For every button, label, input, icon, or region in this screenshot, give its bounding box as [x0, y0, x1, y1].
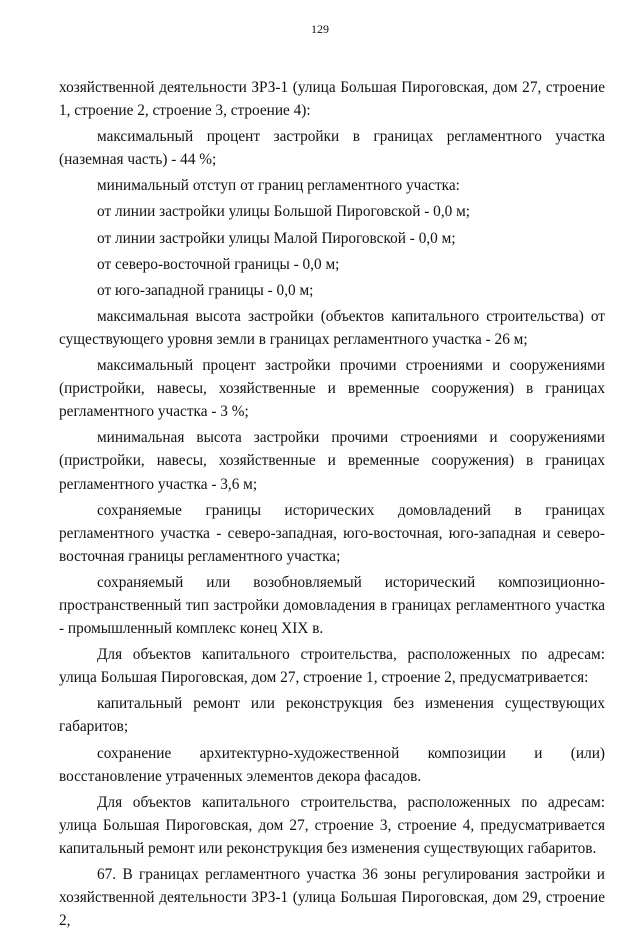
paragraph: минимальная высота застройки прочими строениями и сооружениями (пристройки, навесы, хозяйственные и временные сооружения) в границах регламентного участка - 3,6 м; [59, 429, 605, 493]
paragraph: от линии застройки улицы Малой Пироговской - 0,0 м; [97, 229, 456, 247]
paragraph: максимальный процент застройки в границах регламентного участка (наземная часть) - 44 %; [59, 128, 605, 169]
paragraph: Для объектов капитального строительства, расположенных по адресам: улица Большая Пироговская, дом 27, строение 1, строение 2, предусматривается: [59, 646, 605, 687]
paragraph: Для объектов капитального строительства, расположенных по адресам: улица Большая Пироговская, дом 27, строение 3, строение 4, предусматривается капитальный ремонт или реконструкция без изменения существующих габаритов. [59, 793, 605, 857]
paragraph: максимальная высота застройки (объектов капитального строительства) от существующего уровня земли в границах регламентного участка - 26 м; [59, 307, 605, 348]
document-body [59, 76, 605, 932]
paragraph: от северо-восточной границы - 0,0 м; [97, 255, 340, 273]
paragraph: минимальный отступ от границ регламентного участка: [97, 177, 460, 195]
page-number: 129 [311, 22, 329, 36]
paragraph: сохраняемые границы исторических домовладений в границах регламентного участка - северо-западная, юго-восточная, юго-западная и северо-восточная границы регламентного участка; [59, 501, 605, 565]
paragraph: хозяйственной деятельности ЗРЗ-1 (улица Большая Пироговская, дом 27, строение 1, строение 2, строение 3, строение 4): [59, 79, 605, 120]
paragraph: от линии застройки улицы Большой Пироговской - 0,0 м; [97, 203, 471, 221]
paragraph: сохранение архитектурно-художественной композиции и (или) восстановление утраченных элементов декора фасадов. [59, 744, 605, 785]
paragraph: капитальный ремонт или реконструкция без изменения существующих габаритов; [59, 695, 605, 736]
paragraph: от юго-западной границы - 0,0 м; [97, 281, 314, 299]
paragraph: максимальный процент застройки прочими строениями и сооружениями (пристройки, навесы, хозяйственные и временные сооружения) в границах регламентного участка - 3 %; [59, 357, 605, 421]
paragraph: 67. В границах регламентного участка 36 зоны регулирования застройки и хозяйственной деятельности ЗРЗ-1 (улица Большая Пироговская, дом 29, строение 2, [59, 866, 605, 930]
paragraph: сохраняемый или возобновляемый исторический композиционно-пространственный тип застройки домовладения в границах регламентного участка - промышленный комплекс конец XIX в. [59, 573, 605, 638]
